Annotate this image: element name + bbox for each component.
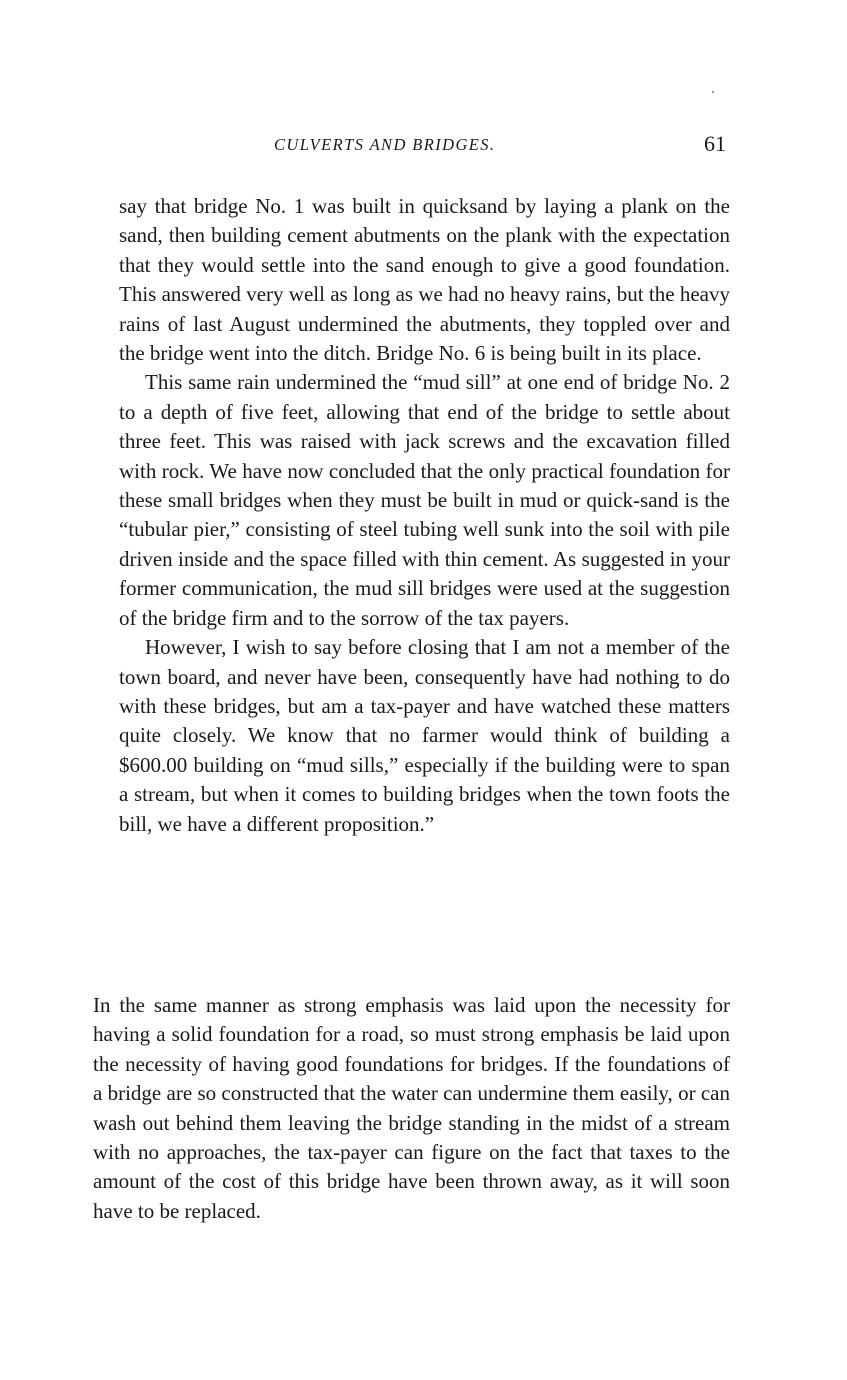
quote-paragraph-1: say that bridge No. 1 was built in quicksand by laying a plank on the sand, then building cement abutments on the plank with the expectation that they would settle into the sand enough to give a good foundation. This answered very well as long as we had no heavy rains, but the heavy rains of last August undermined the abutments, they toppled over and the bridge went into the ditch. Bridge No. 6 is being built in its place. <box>119 194 730 366</box>
page-number: 61 <box>704 131 726 156</box>
body-paragraph-1: In the same manner as strong emphasis was laid upon the necessity for having a solid foundation for a road, so must strong emphasis be laid upon the necessity of having good foundations for bridges. If the foundations of a bridge are so constructed that the water can undermine them easily, or can wash out behind them leaving the bridge standing in the midst of a stream with no approaches, the tax-payer can figure on the fact that taxes to the amount of the cost of this bridge have been thrown away, as it will soon have to be replaced. <box>93 993 730 1223</box>
quoted-letter <box>119 192 730 839</box>
running-head: CULVERTS AND BRIDGES. <box>274 135 496 154</box>
body-text <box>93 991 730 1226</box>
quote-paragraph-2: This same rain undermined the “mud sill” at one end of bridge No. 2 to a depth of five feet, allowing that end of the bridge to settle about three feet. This was raised with jack screws and the excavation filled with rock. We have now concluded that the only practical foundation for these small bridges when they must be built in mud or quick-sand is the “tubular pier,” consisting of steel tubing well sunk into the soil with pile driven inside and the space filled with thin cement. As suggested in your former communication, the mud sill bridges were used at the suggestion of the bridge firm and to the sorrow of the tax payers. <box>119 370 730 630</box>
print-speck <box>712 91 714 93</box>
page-header <box>0 131 847 161</box>
quote-paragraph-3: However, I wish to say before closing that I am not a member of the town board, and never have been, consequently have had nothing to do with these bridges, but am a tax-payer and have watched these matters quite closely. We know that no farmer would think of building a $600.00 building on “mud sills,” especially if the building were to span a stream, but when it comes to building bridges when the town foots the bill, we have a different proposition.” <box>119 635 730 836</box>
